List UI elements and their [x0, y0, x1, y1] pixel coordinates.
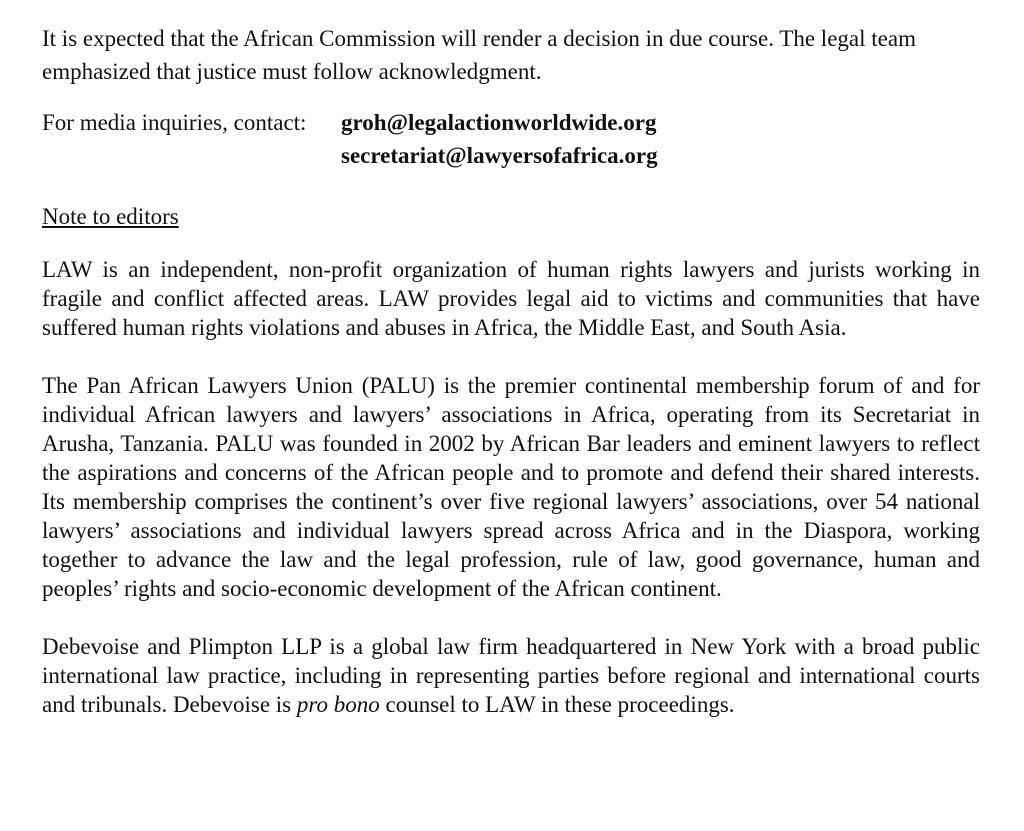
email-lawyersofafrica[interactable]: secretariat@lawyersofafrica.org: [341, 143, 658, 168]
debevoise-text-before: Debevoise and Plimpton LLP is a global law firm headquartered in New York with a broad public international law practice, including in representing parties before regional and international courts and tribunals. Debevoise is: [42, 634, 980, 717]
intro-paragraph: It is expected that the African Commission will render a decision in due course. The legal team emphasized that justice must follow acknowledgment.: [42, 26, 916, 84]
paragraph-law: LAW is an independent, non-profit organization of human rights lawyers and jurists working in fragile and conflict affected areas. LAW provides legal aid to victims and communities that have suffered human rights violations and abuses in Africa, the Middle East, and South Asia.: [42, 257, 980, 340]
paragraph-palu: The Pan African Lawyers Union (PALU) is the premier continental membership forum of and for individual African lawyers and lawyers’ associations in Africa, operating from its Secretariat in Arusha, Tanzania. PALU was founded in 2002 by African Bar leaders and eminent lawyers to reflect the aspirations and concerns of the African people and to promote and defend their shared interests. Its membership comprises the continent’s over five regional lawyers’ associations, over 54 national lawyers’ associations and individual lawyers spread across Africa and in the Diaspora, working together to advance the law and the legal profession, rule of law, good governance, human and peoples’ rights and socio-economic development of the African continent.: [42, 373, 980, 601]
paragraph-debevoise: [42, 632, 980, 719]
media-contact-block: [42, 106, 980, 172]
document-page: [42, 22, 980, 719]
debevoise-pro-bono: pro bono: [296, 692, 380, 717]
media-contact-emails: [341, 106, 658, 172]
email-legalactionworldwide[interactable]: groh@legalactionworldwide.org: [341, 110, 657, 135]
media-contact-label: For media inquiries, contact:: [42, 110, 307, 135]
note-to-editors-heading: Note to editors: [42, 204, 179, 229]
debevoise-text-after: counsel to LAW in these proceedings.: [379, 692, 735, 717]
